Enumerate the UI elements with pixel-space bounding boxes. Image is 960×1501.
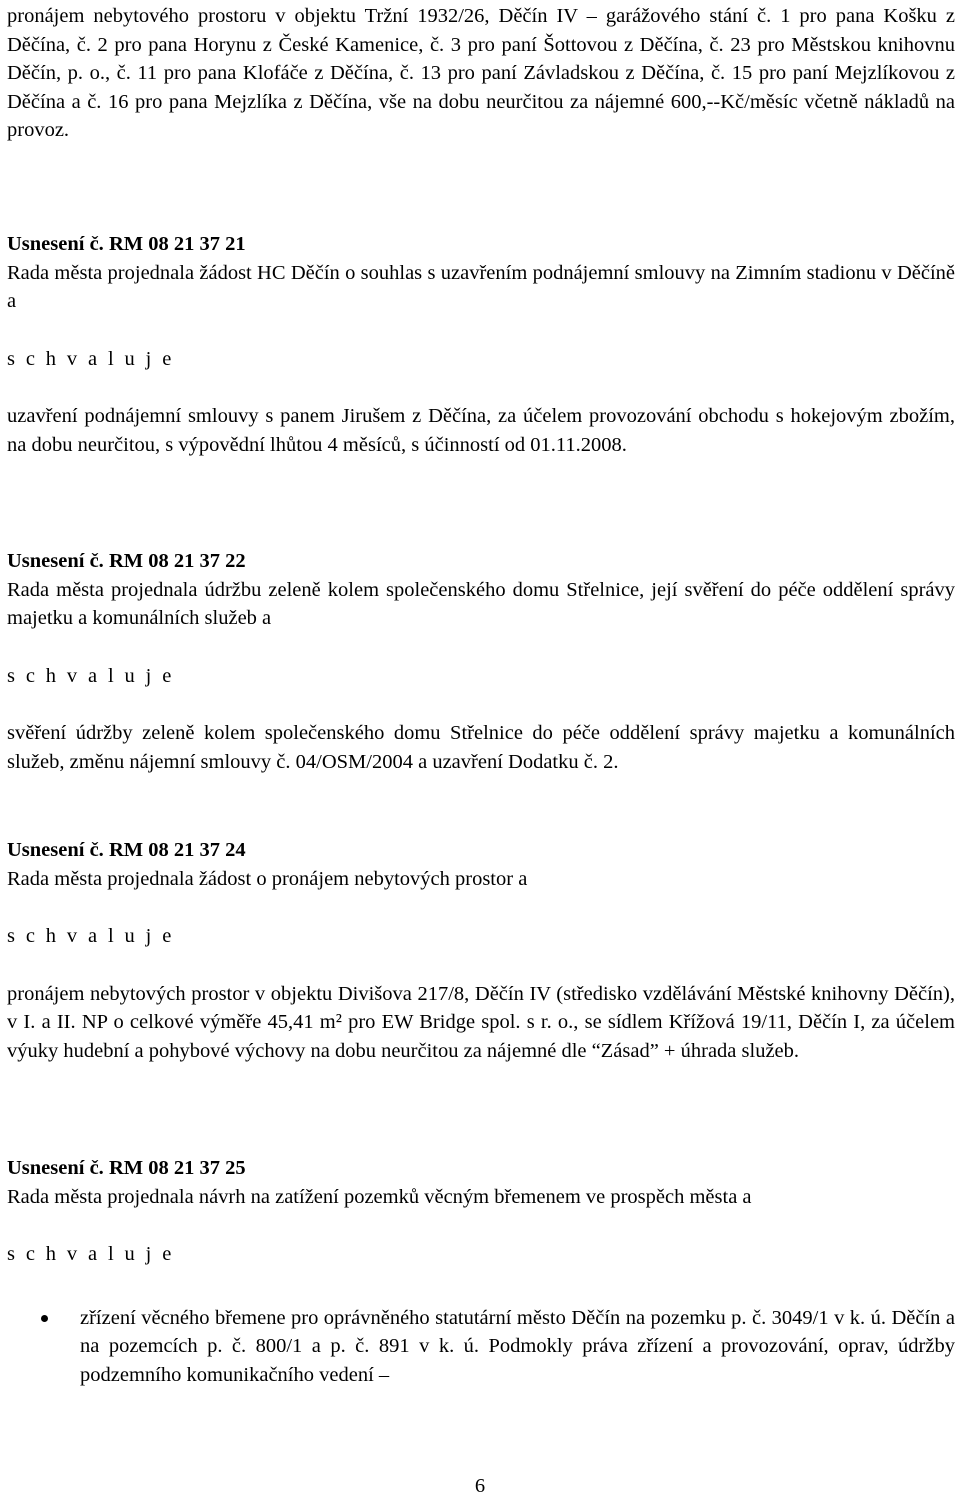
resolution-label: Usnesení č.: [7, 839, 104, 861]
resolution-verdict: s c h v a l u j e: [7, 1243, 175, 1265]
page-number: 6: [474, 1475, 486, 1497]
resolution-24: [7, 836, 955, 1065]
resolution-number: RM 08 21 37 21: [108, 233, 246, 255]
resolution-body: svěření údržby zeleně kolem společenského domu Střelnice do péče oddělení správy majetku a komunálních služeb, změnu nájemní smlouvy č. 04/OSM/2004 a uzavření Dodatku č. 2.: [7, 722, 955, 773]
resolution-label: Usnesení č.: [7, 233, 104, 255]
bullet-icon: [41, 1315, 48, 1322]
intro-paragraph: pronájem nebytového prostoru v objektu Tržní 1932/26, Děčín IV – garážového stání č. 1 pro pana Košku z Děčína, č. 2 pro pana Horynu z České Kamenice, č. 3 pro paní Šottovou z Děčína, č. 23 pro Městskou knihovnu Děčín, p. o., č. 11 pro pana Klofáče z Děčína, č. 13 pro paní Závladskou z Děčína, č. 15 pro paní Mejzlíkovou z Děčína a č. 16 pro pana Mejzlíka z Děčína, vše na dobu neurčitou za nájemné 600,--Kč/měsíc včetně nákladů na provoz.: [7, 5, 955, 141]
resolution-number: RM 08 21 37 24: [108, 839, 246, 861]
resolution-22: [7, 547, 955, 776]
resolution-heading: [7, 230, 955, 259]
resolution-label: Usnesení č.: [7, 550, 104, 572]
resolution-number: RM 08 21 37 22: [108, 550, 246, 572]
intro-block: [7, 2, 955, 145]
resolution-verdict: s c h v a l u j e: [7, 347, 175, 370]
resolution-preamble: Rada města projednala návrh na zatížení pozemků věcným břemenem ve prospěch města a: [7, 1185, 752, 1208]
resolution-heading: [7, 836, 955, 865]
resolution-verdict: s c h v a l u j e: [7, 925, 175, 947]
resolution-label: Usnesení č.: [7, 1157, 104, 1179]
resolution-heading: [7, 1154, 955, 1183]
resolution-heading: [7, 547, 955, 576]
bullet-text: zřízení věcného břemene pro oprávněného statutární město Děčín na pozemku p. č. 3049/1 v k. ú. Děčín a na pozemcích p. č. 800/1 a p. č. 891 v k. ú. Podmokly práva zřízení a provozování, oprav, údržby podzemního komunikačního vedení –: [80, 1306, 955, 1386]
resolution-number: RM 08 21 37 25: [108, 1157, 246, 1179]
list-item: [7, 1304, 955, 1390]
resolution-preamble: Rada města projednala údržbu zeleně kolem společenského domu Střelnice, její svěření do péče oddělení správy majetku a komunálních služeb a: [7, 578, 955, 629]
resolution-preamble: Rada města projednala žádost HC Děčín o souhlas s uzavřením podnájemní smlouvy na Zimním stadionu v Děčíně a: [7, 261, 955, 312]
resolution-25: [7, 1154, 955, 1389]
resolution-body: uzavření podnájemní smlouvy s panem Jirušem z Děčína, za účelem provozování obchodu s hokejovým zbožím, na dobu neurčitou, s výpovědní lhůtou 4 měsíců, s účinností od 01.11.2008.: [7, 405, 955, 456]
resolution-21: [7, 230, 955, 459]
resolution-verdict: s c h v a l u j e: [7, 664, 175, 687]
resolution-preamble: Rada města projednala žádost o pronájem nebytových prostor a: [7, 867, 528, 890]
resolution-body: pronájem nebytových prostor v objektu Divišova 217/8, Děčín IV (středisko vzdělávání Městské knihovny Děčín), v I. a II. NP o celkové výměře 45,41 m² pro EW Bridge spol. s r. o., se sídlem Křížová 19/11, Děčín I, za účelem výuky hudební a pohybové výchovy na dobu neurčitou za nájemné dle “Zásad” + úhrada služeb.: [7, 982, 955, 1062]
